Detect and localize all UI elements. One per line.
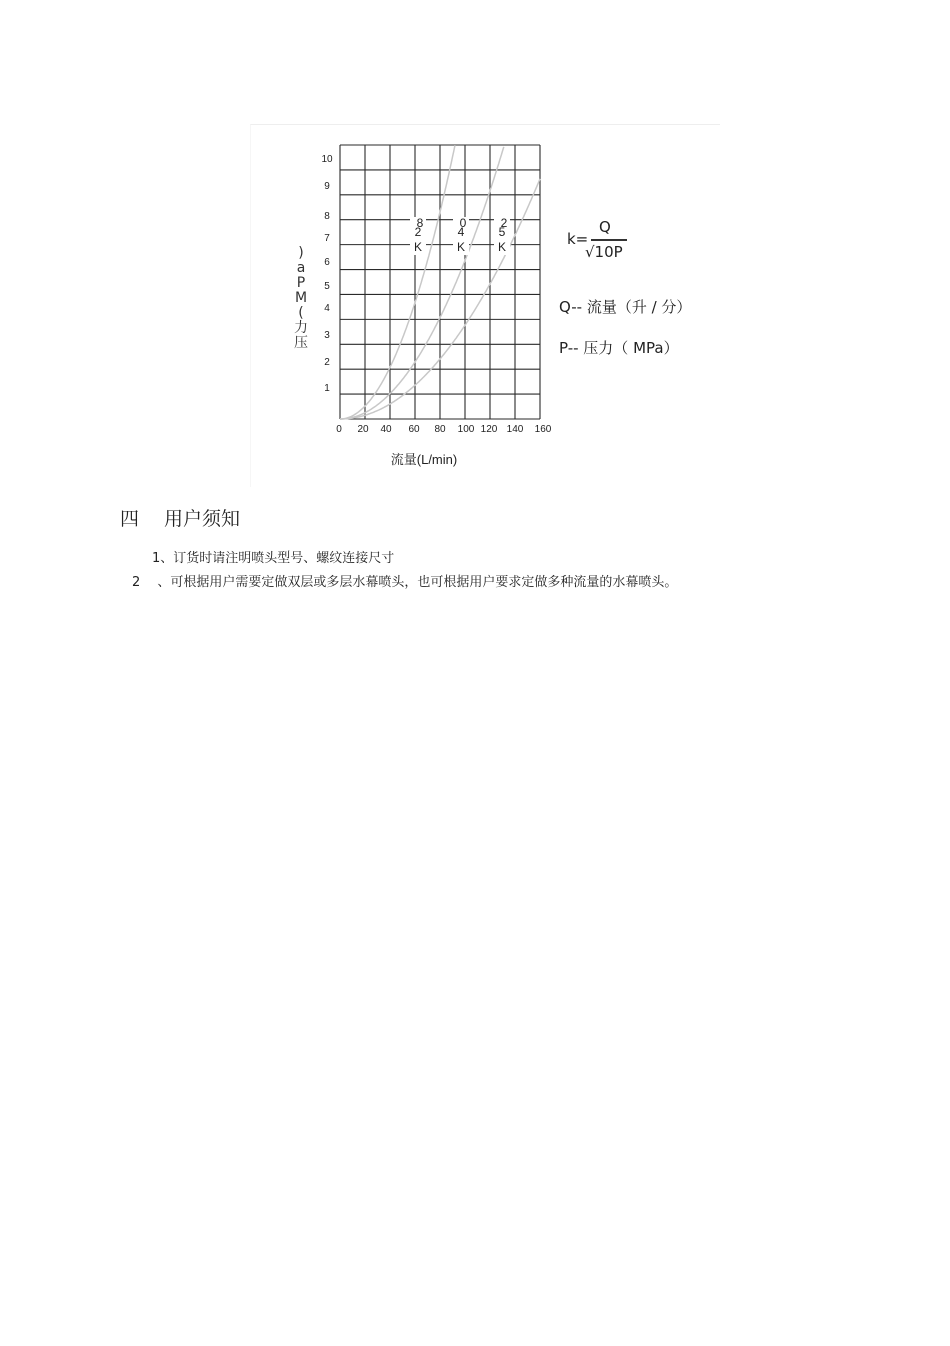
y-tick-label: 8 (324, 211, 330, 222)
y-tick-label: 7 (324, 233, 330, 244)
curve-label-digit: 4 (457, 225, 465, 239)
curve-label-digit: 2 (500, 216, 508, 230)
y-axis-glyph: 压 (294, 335, 308, 351)
x-tick-label: 20 (357, 424, 369, 435)
y-axis-glyph: ( (298, 305, 304, 321)
x-tick-label: 80 (434, 424, 446, 435)
y-tick-label: 3 (324, 330, 330, 341)
x-tick-label: 0 (336, 424, 342, 435)
section-heading (120, 504, 240, 531)
y-axis-glyph: P (296, 275, 306, 291)
k-formula (567, 218, 637, 264)
y-tick-label: 6 (324, 257, 330, 268)
x-tick-label: 140 (506, 424, 524, 435)
x-tick-label: 160 (534, 424, 552, 435)
x-tick-label: 120 (480, 424, 498, 435)
y-axis-glyph: ) (298, 245, 304, 261)
y-tick-label: 4 (324, 303, 330, 314)
chart-grid (340, 145, 540, 419)
formula-numerator: Q (599, 218, 611, 236)
note-item-2: 2 、可根据用户需要定做双层或多层水幕喷头，也可根据用户要求定做多种流量的水幕喷头。 (132, 575, 678, 590)
curve-label-k: K (413, 240, 423, 254)
curve-label-k: K (497, 240, 507, 254)
note-item-1: 1、订货时请注明喷头型号、螺纹连接尺寸 (152, 551, 395, 566)
y-tick-label: 10 (321, 154, 333, 165)
y-axis-glyph: 力 (294, 320, 308, 336)
y-tick-label: 5 (324, 281, 330, 292)
curve-label-digit: 8 (416, 216, 424, 230)
fraction-bar (591, 239, 627, 241)
y-tick-label: 1 (324, 383, 330, 394)
formula-denominator: √10P (585, 243, 623, 261)
curve-label-digit: 2 (414, 225, 422, 239)
section-number: 四 (120, 508, 140, 530)
x-tick-label: 60 (408, 424, 420, 435)
curve-label-digit: 0 (459, 216, 467, 230)
y-tick-label: 2 (324, 357, 330, 368)
x-tick-label: 100 (457, 424, 475, 435)
formula-k: k= (567, 230, 589, 248)
y-tick-label: 9 (324, 181, 330, 192)
x-tick-label: 40 (380, 424, 392, 435)
x-axis-label: 流量(L/min) (390, 452, 458, 467)
legend-q-definition: Q-- 流量（升 / 分） (559, 298, 692, 316)
legend-p-definition: P-- 压力（ MPa） (559, 339, 679, 357)
curve-label-k: K (456, 240, 466, 254)
y-axis-glyph: M (294, 290, 308, 306)
y-axis-glyph: a (296, 260, 306, 276)
curve-label-digit: 5 (498, 225, 506, 239)
curve-labels (410, 216, 510, 255)
y-axis-label (292, 246, 310, 351)
curve-k-28 (340, 145, 455, 419)
section-title: 用户须知 (164, 508, 241, 530)
